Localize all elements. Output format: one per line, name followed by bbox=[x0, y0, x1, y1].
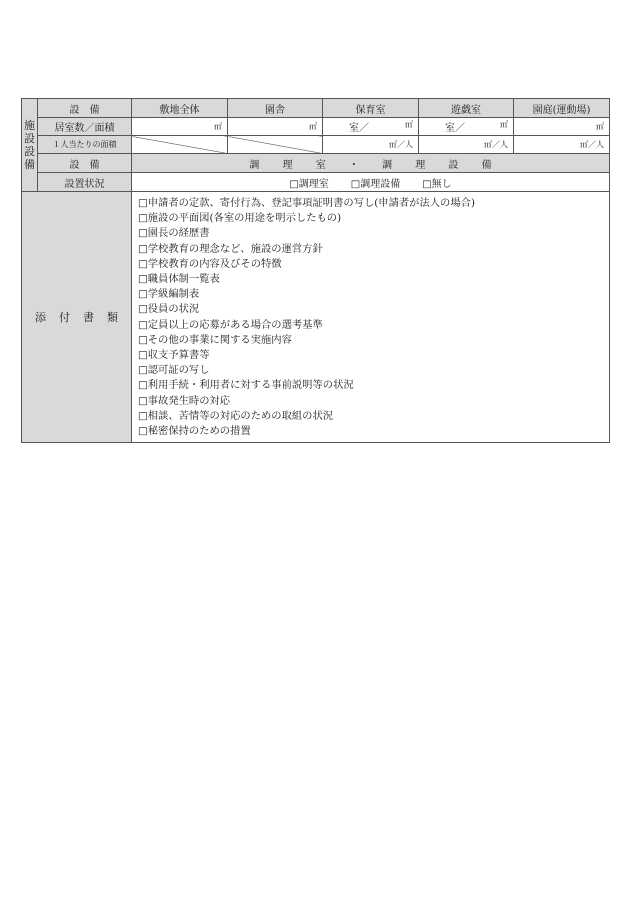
equipment-label: 設 備 bbox=[38, 99, 132, 118]
kitchen-equipment-label: 設 備 bbox=[38, 154, 132, 173]
play-room-count-unit: 室／ bbox=[445, 123, 465, 134]
attachment-item[interactable]: □園長の経歴書 bbox=[138, 227, 210, 240]
kitchen-header-row bbox=[22, 154, 610, 173]
attachments-label-cell bbox=[22, 192, 132, 443]
kitchen-title-text: 調 理 室 ・ 調 理 設 備 bbox=[249, 159, 502, 171]
building-per-person-na-cell bbox=[228, 136, 323, 154]
attachment-item[interactable]: □役員の状況 bbox=[138, 303, 200, 316]
building-area-cell[interactable] bbox=[228, 118, 323, 136]
yard-area-cell[interactable] bbox=[514, 118, 610, 136]
site-per-person-na-cell bbox=[132, 136, 228, 154]
attachment-item[interactable]: □学級編制表 bbox=[138, 288, 200, 301]
side-char: 設 bbox=[24, 145, 35, 158]
attachment-item[interactable]: □事故発生時の対応 bbox=[138, 394, 231, 407]
equipment-header-row bbox=[22, 99, 610, 118]
install-status-row bbox=[22, 173, 610, 192]
attachment-item[interactable]: □定員以上の応募がある場合の選考基準 bbox=[138, 318, 323, 331]
per-person-row-label: １人当たりの面積 bbox=[38, 136, 132, 154]
attachments-label: 添付書類 bbox=[35, 311, 131, 325]
site-area-cell[interactable] bbox=[132, 118, 228, 136]
side-char: 設 bbox=[24, 132, 35, 145]
side-char: 備 bbox=[24, 158, 35, 171]
col-header-site: 敷地全体 bbox=[132, 99, 228, 118]
building-area-unit: ㎡ bbox=[309, 122, 317, 131]
yard-per-person-cell[interactable] bbox=[514, 136, 610, 154]
kitchen-room-checkbox[interactable]: □調理室 bbox=[289, 178, 329, 190]
site-area-unit: ㎡ bbox=[214, 122, 222, 131]
play-room-area-cell[interactable] bbox=[419, 118, 514, 136]
yard-per-person-unit: ㎡／人 bbox=[580, 140, 604, 149]
attachment-item[interactable]: □認可証の写し bbox=[138, 364, 210, 377]
play-room-area-unit: ㎡ bbox=[500, 120, 508, 129]
nursery-room-area-cell[interactable] bbox=[323, 118, 419, 136]
kitchen-equipment-checkbox[interactable]: □調理設備 bbox=[350, 178, 401, 190]
col-header-building: 園舎 bbox=[228, 99, 323, 118]
attachment-item[interactable]: □利用手続・利用者に対する事前説明等の状況 bbox=[138, 379, 354, 392]
nursery-per-person-cell[interactable] bbox=[323, 136, 419, 154]
play-per-person-cell[interactable] bbox=[419, 136, 514, 154]
attachment-item[interactable]: □収支予算書等 bbox=[138, 349, 210, 362]
attachment-item[interactable]: □その他の事業に関する実施内容 bbox=[138, 333, 292, 346]
side-char: 施 bbox=[24, 119, 35, 132]
attachment-item[interactable]: □施設の平面図(各室の用途を明示したもの) bbox=[138, 212, 342, 225]
attachments-list bbox=[132, 192, 610, 443]
attachment-item[interactable]: □申請者の定款、寄付行為、登記事項証明書の写し(申請者が法人の場合) bbox=[138, 197, 475, 209]
attachment-item[interactable]: □相談、苦情等の対応のための取組の状況 bbox=[138, 409, 334, 422]
nursery-per-person-unit: ㎡／人 bbox=[389, 140, 413, 149]
facility-equipment-side-label bbox=[22, 99, 38, 192]
nursery-room-area-unit: ㎡ bbox=[405, 120, 413, 129]
facility-form-table bbox=[21, 98, 610, 443]
attachment-item[interactable]: □職員体制一覧表 bbox=[138, 273, 220, 286]
area-row bbox=[22, 118, 610, 136]
attachment-item[interactable]: □学校教育の内容及びその特徴 bbox=[138, 257, 282, 270]
col-header-nursery-room: 保育室 bbox=[323, 99, 419, 118]
col-header-play-room: 遊戯室 bbox=[419, 99, 514, 118]
attachment-item[interactable]: □学校教育の理念など、施設の運営方針 bbox=[138, 242, 323, 255]
install-status-label: 設置状況 bbox=[38, 173, 132, 192]
install-status-options-cell bbox=[132, 173, 610, 192]
none-checkbox[interactable]: □無し bbox=[422, 178, 452, 190]
play-per-person-unit: ㎡／人 bbox=[484, 140, 508, 149]
yard-area-unit: ㎡ bbox=[596, 122, 604, 131]
per-person-row bbox=[22, 136, 610, 154]
area-row-label: 居室数／面積 bbox=[38, 118, 132, 136]
attachment-item[interactable]: □秘密保持のための措置 bbox=[138, 425, 251, 438]
nursery-room-count-unit: 室／ bbox=[349, 123, 369, 134]
attachments-row bbox=[22, 192, 610, 443]
col-header-yard: 園庭(運動場) bbox=[514, 99, 610, 118]
kitchen-title bbox=[132, 154, 610, 173]
